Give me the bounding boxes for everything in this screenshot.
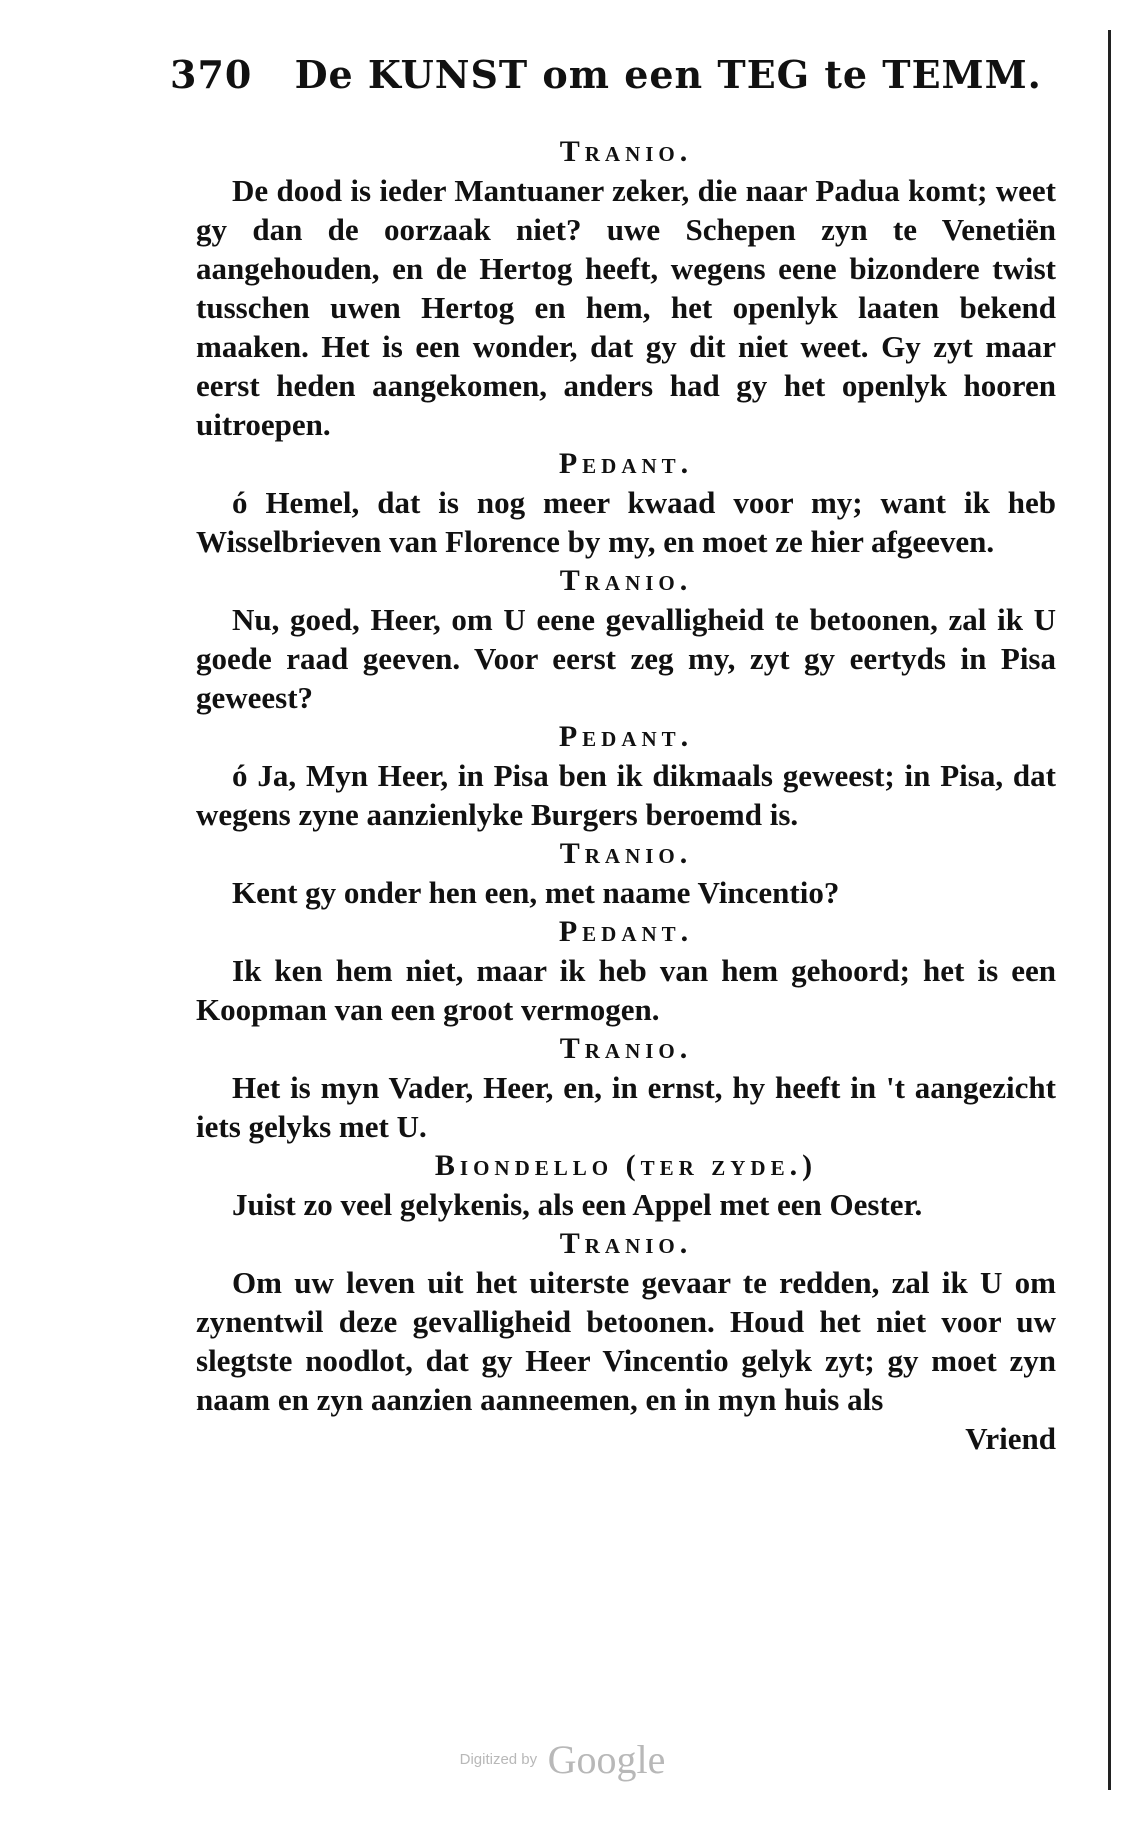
catchword: Vriend [965,1421,1056,1456]
speech-text: De dood is ieder Mantuaner zeker, die naar Padua komt; weet gy dan de oorzaak niet? uwe Schepen zyn te Venetiën aangehouden, en de Hertog heeft, wegens eene bizondere twist tusschen uwen Hertog en hem, het openlyk laaten bekend maaken. Het is een wonder, dat gy dit niet weet. Gy zyt maar eerst heden aangekomen, anders had gy het openlyk hooren uitroepen. [196,173,1056,442]
digitized-by-label: Digitized by [459,1751,538,1768]
running-title: De KUNST om een TEG te TEMM. [294,52,1042,97]
speaker-heading: Tranio. [559,1032,693,1065]
speech-text: Het is myn Vader, Heer, en, in ernst, hy heeft in 't aangezicht iets gelyks met U. [196,1070,1056,1144]
speech-text: Om uw leven uit het uiterste gevaar te redden, zal ik U om zynentwil deze gevalligheid betoonen. Houd het niet voor uw slegtste noodlot, dat gy Heer Vincentio gelyk zyt; gy moet zyn naam en zyn aanzien aanneemen, en in myn huis als [196,1265,1056,1417]
speech-text: Ik ken hem niet, maar ik heb van hem gehoord; het is een Koopman van een groot vermogen. [196,953,1056,1027]
speech-text: ó Ja, Myn Heer, in Pisa ben ik dikmaals geweest; in Pisa, dat wegens zyne aanzienlyke Burgers beroemd is. [196,758,1056,832]
digitization-footer [0,1736,1125,1783]
speaker-heading: Tranio. [559,837,693,870]
speaker-heading: Tranio. [559,135,693,168]
speech-text: ó Hemel, dat is nog meer kwaad voor my; want ik heb Wisselbrieven van Florence by my, en moet ze hier afgeeven. [196,485,1056,559]
speech-text: Nu, goed, Heer, om U eene gevalligheid te betoonen, zal ik U goede raad geeven. Voor eerst zeg my, zyt gy eertyds in Pisa geweest? [196,602,1056,715]
dialogue-body [196,132,1056,1458]
speaker-heading: Tranio. [559,1227,693,1260]
speaker-heading: Biondello (ter zyde.) [434,1149,818,1182]
page-number: 370 [170,52,253,97]
speaker-heading: Pedant. [558,720,694,753]
speech-text: Kent gy onder hen een, met naame Vincentio? [232,875,840,910]
page-edge-line [1108,30,1111,1790]
google-logo: Google [547,1737,666,1782]
speaker-heading: Tranio. [559,564,693,597]
speaker-heading: Pedant. [558,915,694,948]
running-header [170,52,1042,112]
speech-text: Juist zo veel gelykenis, als een Appel met een Oester. [232,1187,923,1222]
speaker-heading: Pedant. [558,447,694,480]
